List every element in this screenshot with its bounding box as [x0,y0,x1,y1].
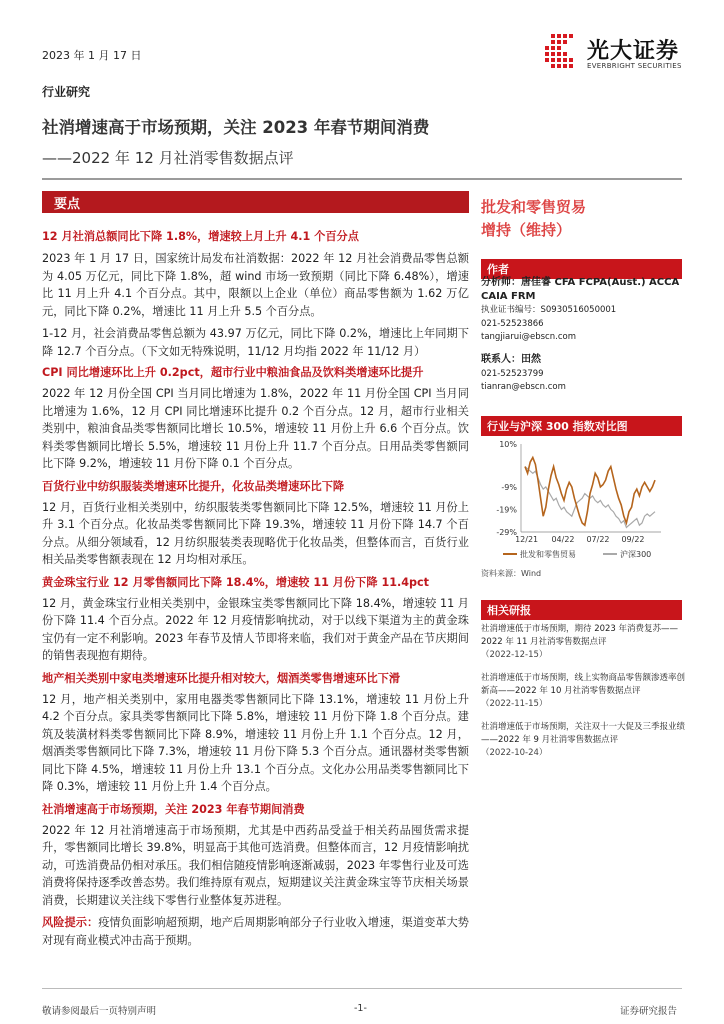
chart-title: 行业与沪深 300 指数对比图 [487,420,628,433]
y-tick-label: 10% [499,440,517,449]
analyst-info [481,276,686,395]
footer-divider [42,988,682,989]
related-report-title: 社消增速低于市场预期，线上实物商品零售额渗透率创新高——2022 年 10 月社消零售数据点评 [481,673,686,696]
industry-name: 批发和零售贸易 [481,198,587,216]
y-tick-label: -29% [496,528,517,537]
author-label: 作者 [487,263,509,276]
key-points-divider [42,212,469,213]
report-date: 2023 年 1 月 17 日 [42,49,142,62]
related-report-title: 社消增速低于市场预期，期待 2023 年消费复苏——2022 年 11 月社消零售数据点评 [481,624,679,647]
page-number: -1- [354,1003,367,1014]
x-tick-label: 04/22 [551,535,575,544]
x-tick-label: 07/22 [586,535,610,544]
report-title: 社消增速高于市场预期，关注 2023 年春节期间消费 [42,118,430,137]
related-divider [481,619,682,620]
related-report-title: 社消增速低于市场预期，关注双十一大促及三季报业绩——2022 年 9 月社消零售数据点评 [481,722,686,745]
analyst-name: 分析师：唐佳睿 CFA FCPA(Aust.) ACCA CAIA FRM [481,277,680,302]
section-paragraph: 12 月，百货行业相关类别中，纺织服装类零售额同比下降 12.5%，增速较 11 月份上升 3.1 个百分点。化妆品类零售额同比下降 19.3%，增速较 11 月份下降 14.7 个百分点。从细分领域看，12 月纺织服装类表现略优于化妆品类，但整体而言，百货行业相关品类零售额表现在 12 月均相对承压。 [42,500,469,566]
logo-text-en: EVERBRIGHT SECURITIES [587,62,682,70]
rating: 增持（维持） [481,221,572,239]
related-report-date: （2022-12-15） [481,650,548,660]
section-paragraph: 12 月，地产相关类别中，家用电器类零售额同比下降 13.1%，增速较 11 月份上升 4.2 个百分点。家具类零售额同比下降 5.8%，增速较 11 月份下降 1.8 个百分点。建筑及装潢材料类零售额同比下降 8.9%，增速较 11 月份上升 1.1 个百分点。12 月，烟酒类零售额同比下降 7.3%，增速较 11 月份下降 5.3 个百分点。通讯器材类零售额同比下降 4.5%，增速较 11 月份上升 13.1 个百分点。文化办公用品类零售额同比下降 0.3%，增速较 11 月份上升 1.4 个百分点。 [42,692,469,793]
section-paragraph: 1-12 月，社会消费品零售总额为 43.97 万亿元，同比下降 0.2%，增速比上年同期下降 12.7 个百分点。（下文如无特殊说明，11/12 月均指 2022 年 11/12 月） [42,327,469,358]
industry-vs-csi300-chart [481,436,682,566]
risk-label: 风险提示： [42,916,99,929]
contact-phone: 021-52523799 [481,368,544,379]
section-heading: 百货行业中纺织服装类增速环比提升，化妆品类增速环比下降 [42,479,345,493]
legend-label: 批发和零售贸易 [520,550,576,559]
section-heading: 黄金珠宝行业 12 月零售额同比下降 18.4%，增速较 11 月份下降 11.4pct [42,575,430,589]
section-paragraph: 2022 年 12 月份全国 CPI 当月同比增速为 1.8%，2022 年 11 月份全国 CPI 当月同比增速为 1.6%，12 月 CPI 同比增速环比提升 0.2 个百分点。12 月，超市行业相关类别中，粮油食品类零售额同比增长 10.5%，增速较 11 月份上升 6.6 个百分点。饮料类零售额同比增长 5.5%，增速较 11 月份上升 11.7 个百分点。日用品类零售额同比下降 9.2%，增速较 11 月份下降 0.1 个百分点。 [42,387,469,470]
risk-text: 疫情负面影响超预期，地产后周期影响部分子行业收入增速，渠道变革大势对现有商业模式冲击高于预期。 [42,916,469,947]
section-heading: CPI 同比增速环比上升 0.2pct，超市行业中粮油食品及饮料类增速环比提升 [42,366,424,379]
related-label: 相关研报 [487,604,531,617]
section-paragraph: 2023 年 1 月 17 日，国家统计局发布社消数据：2022 年 12 月社会消费品零售总额为 4.05 万亿元，同比下降 1.8%，超 wind 市场一致预期（同比下降 6.48%），增速比 11 月上升 4.1 个百分点。其中，限额以上企业（单位）商品零售额为 1.62 万亿元，同比下降 0.2%，增速比 11 月上升 5.5 个百分点。 [42,252,469,318]
related-report-item[interactable] [481,623,686,662]
related-header [481,600,682,619]
x-tick-label: 09/22 [621,535,645,544]
industry-rating [481,196,586,242]
related-reports [481,623,686,760]
risk-warning [42,914,469,949]
related-report-item[interactable] [481,721,686,760]
key-points-label: 要点 [54,197,81,212]
key-points-body [42,218,469,949]
related-report-date: （2022-10-24） [481,748,548,758]
section-paragraph: 12 月，黄金珠宝行业相关类别中，金银珠宝类零售额同比下降 18.4%，增速较 11 月份下降 11.4 个百分点。2022 年 12 月疫情影响扰动，对于以线下渠道为主的黄金珠宝仍有一定不利影响。2023 年春节及情人节即将来临，我们对于黄金产品在节庆期间的销售表现抱有期待。 [42,596,469,662]
section-heading: 地产相关类别中家电类增速环比提升相对较大，烟酒类零售增速环比下滑 [42,671,401,685]
title-divider [42,178,682,180]
section-heading: 12 月社消总额同比下降 1.8%，增速较上月上升 4.1 个百分点 [42,230,359,243]
section-heading: 社消增速高于市场预期，关注 2023 年春节期间消费 [42,802,305,816]
related-report-item[interactable] [481,672,686,711]
report-category: 行业研究 [42,85,91,99]
analyst-email[interactable]: tangjiarui@ebscn.com [481,332,576,343]
analyst-phone: 021-52523866 [481,318,544,329]
everbright-logo-icon [543,32,581,72]
y-tick-label: -19% [496,505,517,515]
footer-disclaimer[interactable]: 敬请参阅最后一页特别声明 [42,1006,157,1017]
chart-source: 资料来源：Wind [481,569,542,578]
chart-header [481,416,682,435]
key-points-header [42,191,469,212]
analyst-cert: 执业证书编号：S0930516050001 [481,305,617,316]
contact-name: 联系人：田然 [481,353,541,365]
logo-text-cn: 光大证券 [587,39,680,64]
y-tick-label: -9% [501,482,517,492]
section-paragraph: 2022 年 12 月社消增速高于市场预期，尤其是中西药品受益于相关药品囤货需求提升，零售额同比增长 39.8%，明显高于其他可选消费。但整体而言，12 月疫情影响扰动，可选消费品仍相对承压。我们相信随疫情影响逐渐减弱，2023 年零售行业及可选消费将保持逐季改善态势。我们维持原有观点，短期建议关注黄金珠宝等节庆相关场景消费，长期建议关注线下零售行业整体复苏进程。 [42,823,469,907]
footer-report-type: 证券研究报告 [620,1006,678,1017]
legend-label: 沪深300 [620,550,652,559]
series-line [525,458,655,526]
logo [543,32,693,76]
contact-email[interactable]: tianran@ebscn.com [481,382,566,393]
related-report-date: （2022-11-15） [481,699,548,709]
report-subtitle: ——2022 年 12 月社消零售数据点评 [42,149,294,167]
x-tick-label: 12/21 [515,535,539,544]
